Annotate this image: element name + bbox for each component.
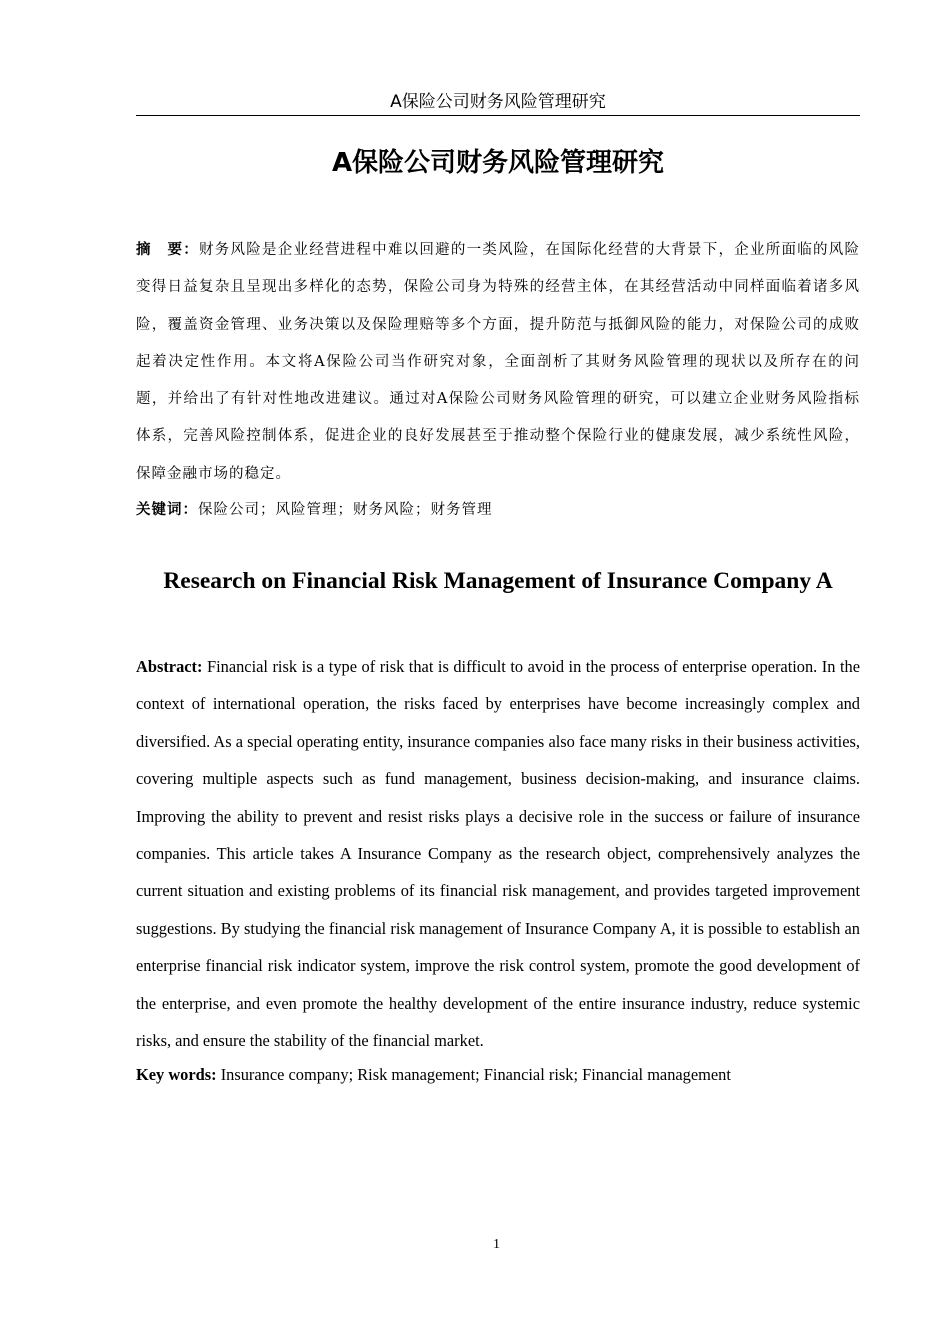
- chinese-keywords-label: 关键词：: [136, 502, 198, 518]
- running-header: A保险公司财务风险管理研究: [136, 90, 860, 116]
- page-number: 1: [493, 1237, 500, 1252]
- english-abstract-label: Abstract:: [136, 657, 203, 676]
- english-title: Research on Financial Risk Management of Insurance Company A: [163, 568, 833, 594]
- english-abstract: [136, 648, 860, 1059]
- english-keywords-label: Key words:: [136, 1065, 217, 1084]
- english-keywords-text: Insurance company; Risk management; Financial risk; Financial management: [220, 1065, 731, 1084]
- chinese-abstract: [136, 232, 860, 493]
- chinese-abstract-label: 摘 要：: [136, 242, 199, 258]
- chinese-keywords-text: 保险公司；风险管理；财务风险；财务管理: [198, 502, 493, 518]
- english-abstract-text: Financial risk is a type of risk that is difficult to avoid in the process of enterprise operation. In the context of international operation, the risks faced by enterprises have become increasingly complex and diversified. As a special operating entity, insurance companies also face many risks in their business activities, covering multiple aspects such as fund management, business decision-making, and insurance claims. Improving the ability to prevent and resist risks plays a decisive role in the success or failure of insurance companies. This article takes A Insurance Company as the research object, comprehensively analyzes the current situation and existing problems of its financial risk management, and provides targeted improvement suggestions. By studying the financial risk management of Insurance Company A, it is possible to establish an enterprise financial risk indicator system, improve the risk control system, promote the good development of the enterprise, and even promote the healthy development of the entire insurance industry, reduce systemic risks, and ensure the stability of the financial market.: [136, 657, 860, 1051]
- english-keywords: [136, 1061, 860, 1089]
- chinese-abstract-text: 财务风险是企业经营进程中难以回避的一类风险，在国际化经营的大背景下，企业所面临的风险变得日益复杂且呈现出多样化的态势，保险公司身为特殊的经营主体，在其经营活动中同样面临着诸多风险，覆盖资金管理、业务决策以及保险理赔等多个方面，提升防范与抵御风险的能力，对保险公司的成败起着决定性作用。本文将A保险公司当作研究对象，全面剖析了其财务风险管理的现状以及所存在的问题，并给出了有针对性地改进建议。通过对A保险公司财务风险管理的研究，可以建立企业财务风险指标体系，完善风险控制体系，促进企业的良好发展甚至于推动整个保险行业的健康发展，减少系统性风险，保障金融市场的稳定。: [136, 242, 861, 482]
- chinese-title: A保险公司财务风险管理研究: [331, 148, 665, 178]
- chinese-keywords: [136, 496, 860, 524]
